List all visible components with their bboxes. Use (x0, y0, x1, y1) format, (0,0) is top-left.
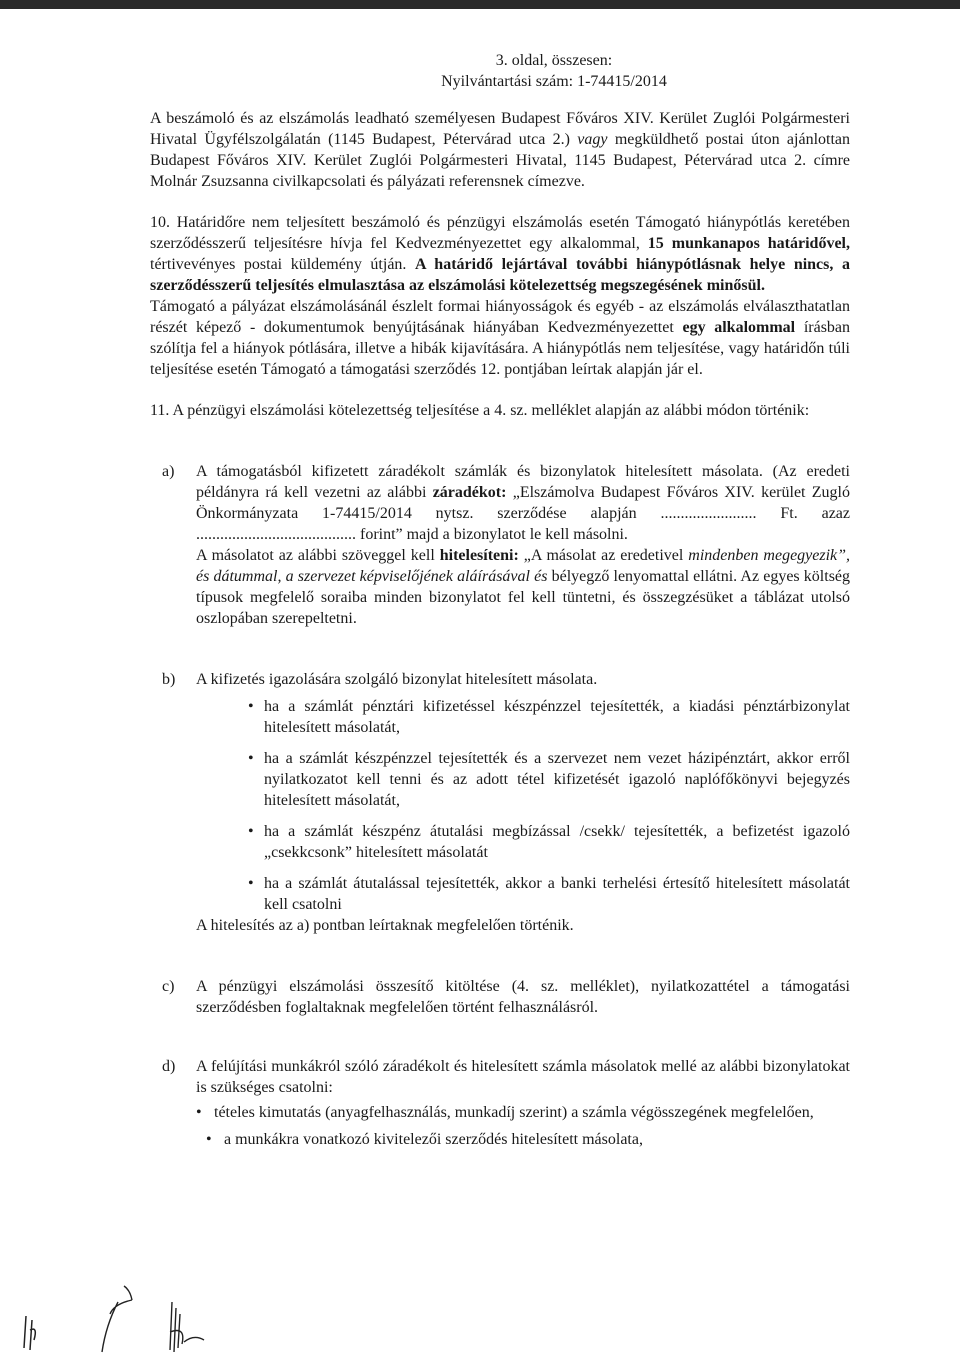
item-a-p2-text-3: mindenben megegyezik”, és dátummal, a szervezet képviselőjének aláírásával és (196, 547, 851, 585)
item-a-text-1: A támogatásból kifizetett záradékolt számlák és bizonylatok hitelesített másolata. (Az eredeti példányra rá kell vezetni az alábbi (196, 463, 850, 501)
intro-text-2: megküldhető postai úton ajánlottan Budapest Főváros XIV. Kerület Zuglói Polgármesteri Hivatal, 1145 Budapest, Pétervárad utca 2. címre Molnár Zsuzsanna civilkapcsolati és pályázati referensnek címezve. (150, 131, 851, 190)
item-d-bullet-1-text: tételes kimutatás (anyagfelhasználás, munkadíj szerint) a számla végösszegének megfelelően, (214, 1104, 814, 1121)
item-b-bullet-4 (150, 873, 850, 915)
item-d-bullet-2 (150, 1129, 850, 1150)
section-10-text-1: Határidőre nem teljesített beszámoló és pénzügyi elszámolás esetén Támogató hiánypótlás keretében szerződésszerű teljesítésre hívja fel Kedvezményezettet egy alkalommal, (150, 214, 851, 252)
section-10-deadline: 15 munkanapos határidővel, (647, 235, 850, 252)
section-10-paragraph (150, 212, 850, 296)
section-10-text-2: tértivevényes postai küldemény útján. (150, 256, 407, 273)
item-a-p2-text-2: „A másolat az eredetivel (523, 547, 684, 564)
scan-border (0, 0, 960, 9)
item-d-label: d) (162, 1058, 176, 1075)
item-b-bullet-2 (150, 748, 850, 811)
item-c (150, 976, 850, 1018)
item-a-text-2: „Elszámolva Budapest Főváros XIV. kerület Zugló Önkormányzata 1-74415/2014 nytsz. szerződése alapján ........................ Ft. azaz ........................................ forint” majd a bizonylatot le kell másolni. (196, 484, 850, 543)
item-a-p2-text-4: bélyegző lenyomattal ellátni. Az egyes költség típusok megfelelő soraiba minden bizonylatot fel kell tüntetni, és összegzésüket a táblázat utolsó oszlopában szerepeltetni. (196, 568, 851, 627)
item-b-bullet-3-text: ha a számlát készpénz átutalási megbízással /csekk/ tejesítették, a befizetést igazoló „csekkcsonk” hitelesített másolatát (264, 823, 850, 861)
intro-paragraph (150, 108, 850, 192)
item-b (150, 669, 850, 690)
item-c-label: c) (162, 978, 175, 995)
item-c-text: A pénzügyi elszámolási összesítő kitöltése (4. sz. melléklet), nyilatkozattétel a támogatási szerződésben foglaltaknak megfelelően történt felhasználásról. (196, 978, 850, 1016)
initial-signature-2 (96, 1280, 146, 1355)
initial-signature-1 (18, 1312, 48, 1352)
item-a-hitelesiteni: hitelesíteni: (439, 547, 519, 564)
bullet-icon: • (206, 1131, 212, 1148)
page-label: 3. oldal, összesen: (495, 52, 613, 69)
section-10-number: 10. (150, 214, 170, 231)
item-a-paragraph-1 (196, 461, 850, 545)
document-page (150, 50, 850, 1150)
section-10-warning: A határidő lejártával további hiánypótlásnak helye nincs, a szerződésszerű teljesítés elmulasztása az elszámolási kötelezettség megszegésének minősül. (150, 256, 850, 294)
item-d-text: A felújítási munkákról szóló záradékolt és hitelesített számla másolatok mellé az alábbi bizonylatokat is szükséges csatolni: (196, 1058, 850, 1096)
item-b-label: b) (162, 671, 176, 688)
item-b-bullet-4-text: ha a számlát átutalással tejesítették, akkor a banki terhelési értesítő hitelesített másolatát kell csatolni (264, 875, 850, 913)
item-a-zaradek: záradékot: (432, 484, 507, 501)
item-b-bullet-1-text: ha a számlát pénztári kifizetéssel készpénzzel tejesítették, a kiadási pénztárbizonylat hitelesített másolatát, (264, 698, 850, 736)
intro-vagy: vagy (577, 131, 608, 148)
bullet-icon: • (248, 750, 254, 767)
item-d-bullet-1 (150, 1102, 850, 1123)
bullet-icon: • (248, 823, 254, 840)
item-d (150, 1056, 850, 1098)
bullet-icon: • (248, 698, 254, 715)
item-b-bullet-3 (150, 821, 850, 863)
section-10-paragraph-2 (150, 296, 850, 380)
item-a-paragraph-2 (196, 545, 850, 629)
item-a-label: a) (162, 463, 175, 480)
page-header (258, 50, 850, 92)
item-b-bullet-2-text: ha a számlát készpénzzel tejesítették és a szervezet nem vezet házipénztárt, akkor erről nyilatkozatot kell tenni és az adott tétel kifizetését igazoló naplófőkönyvi bejegyzés hitelesített másolatát, (264, 750, 850, 809)
bullet-icon: • (248, 875, 254, 892)
section-10-p2-text-1: Támogató a pályázat elszámolásánál észlelt formai hiányosságok és egyéb - az elszámolás elválaszthatatlan részét képező - dokumentumok benyújtásának hiányában Kedvezményezettet (150, 298, 850, 336)
registry-number: Nyilvántartási szám: 1-74415/2014 (441, 73, 667, 90)
section-10-p2-text-2: írásban szólítja fel a hiányok pótlására, illetve a hibák kijavítására. A hiánypótlás nem teljesítése, vagy határidőn túli teljesítése esetén Támogató a támogatási szerződés 12. pontjában leírtak alapján jár el. (150, 319, 851, 378)
bullet-icon: • (196, 1104, 202, 1121)
item-b-bullet-1 (150, 696, 850, 738)
item-d-bullet-2-text: a munkákra vonatkozó kivitelezői szerződés hitelesített másolata, (224, 1131, 643, 1148)
item-a-p2-text-1: A másolatot az alábbi szöveggel kell (196, 547, 435, 564)
item-b-intro: A kifizetés igazolására szolgáló bizonylat hitelesített másolata. (196, 671, 598, 688)
section-11-paragraph: 11. A pénzügyi elszámolási kötelezettség teljesítése a 4. sz. melléklet alapján az alábbi módon történik: (150, 402, 810, 419)
signature-area (0, 1280, 960, 1355)
section-10-p2-emphasis: egy alkalommal (682, 319, 796, 336)
item-b-closing: A hitelesítés az a) pontban leírtaknak megfelelően történik. (196, 917, 574, 934)
intro-text-1: A beszámoló és az elszámolás leadható személyesen Budapest Főváros XIV. Kerület Zuglói Polgármesteri Hivatal Ügyfélszolgálatán (1145 Budapest, Pétervárad utca 2.) (150, 110, 850, 148)
item-a (150, 461, 850, 629)
initial-signature-3 (160, 1300, 210, 1355)
